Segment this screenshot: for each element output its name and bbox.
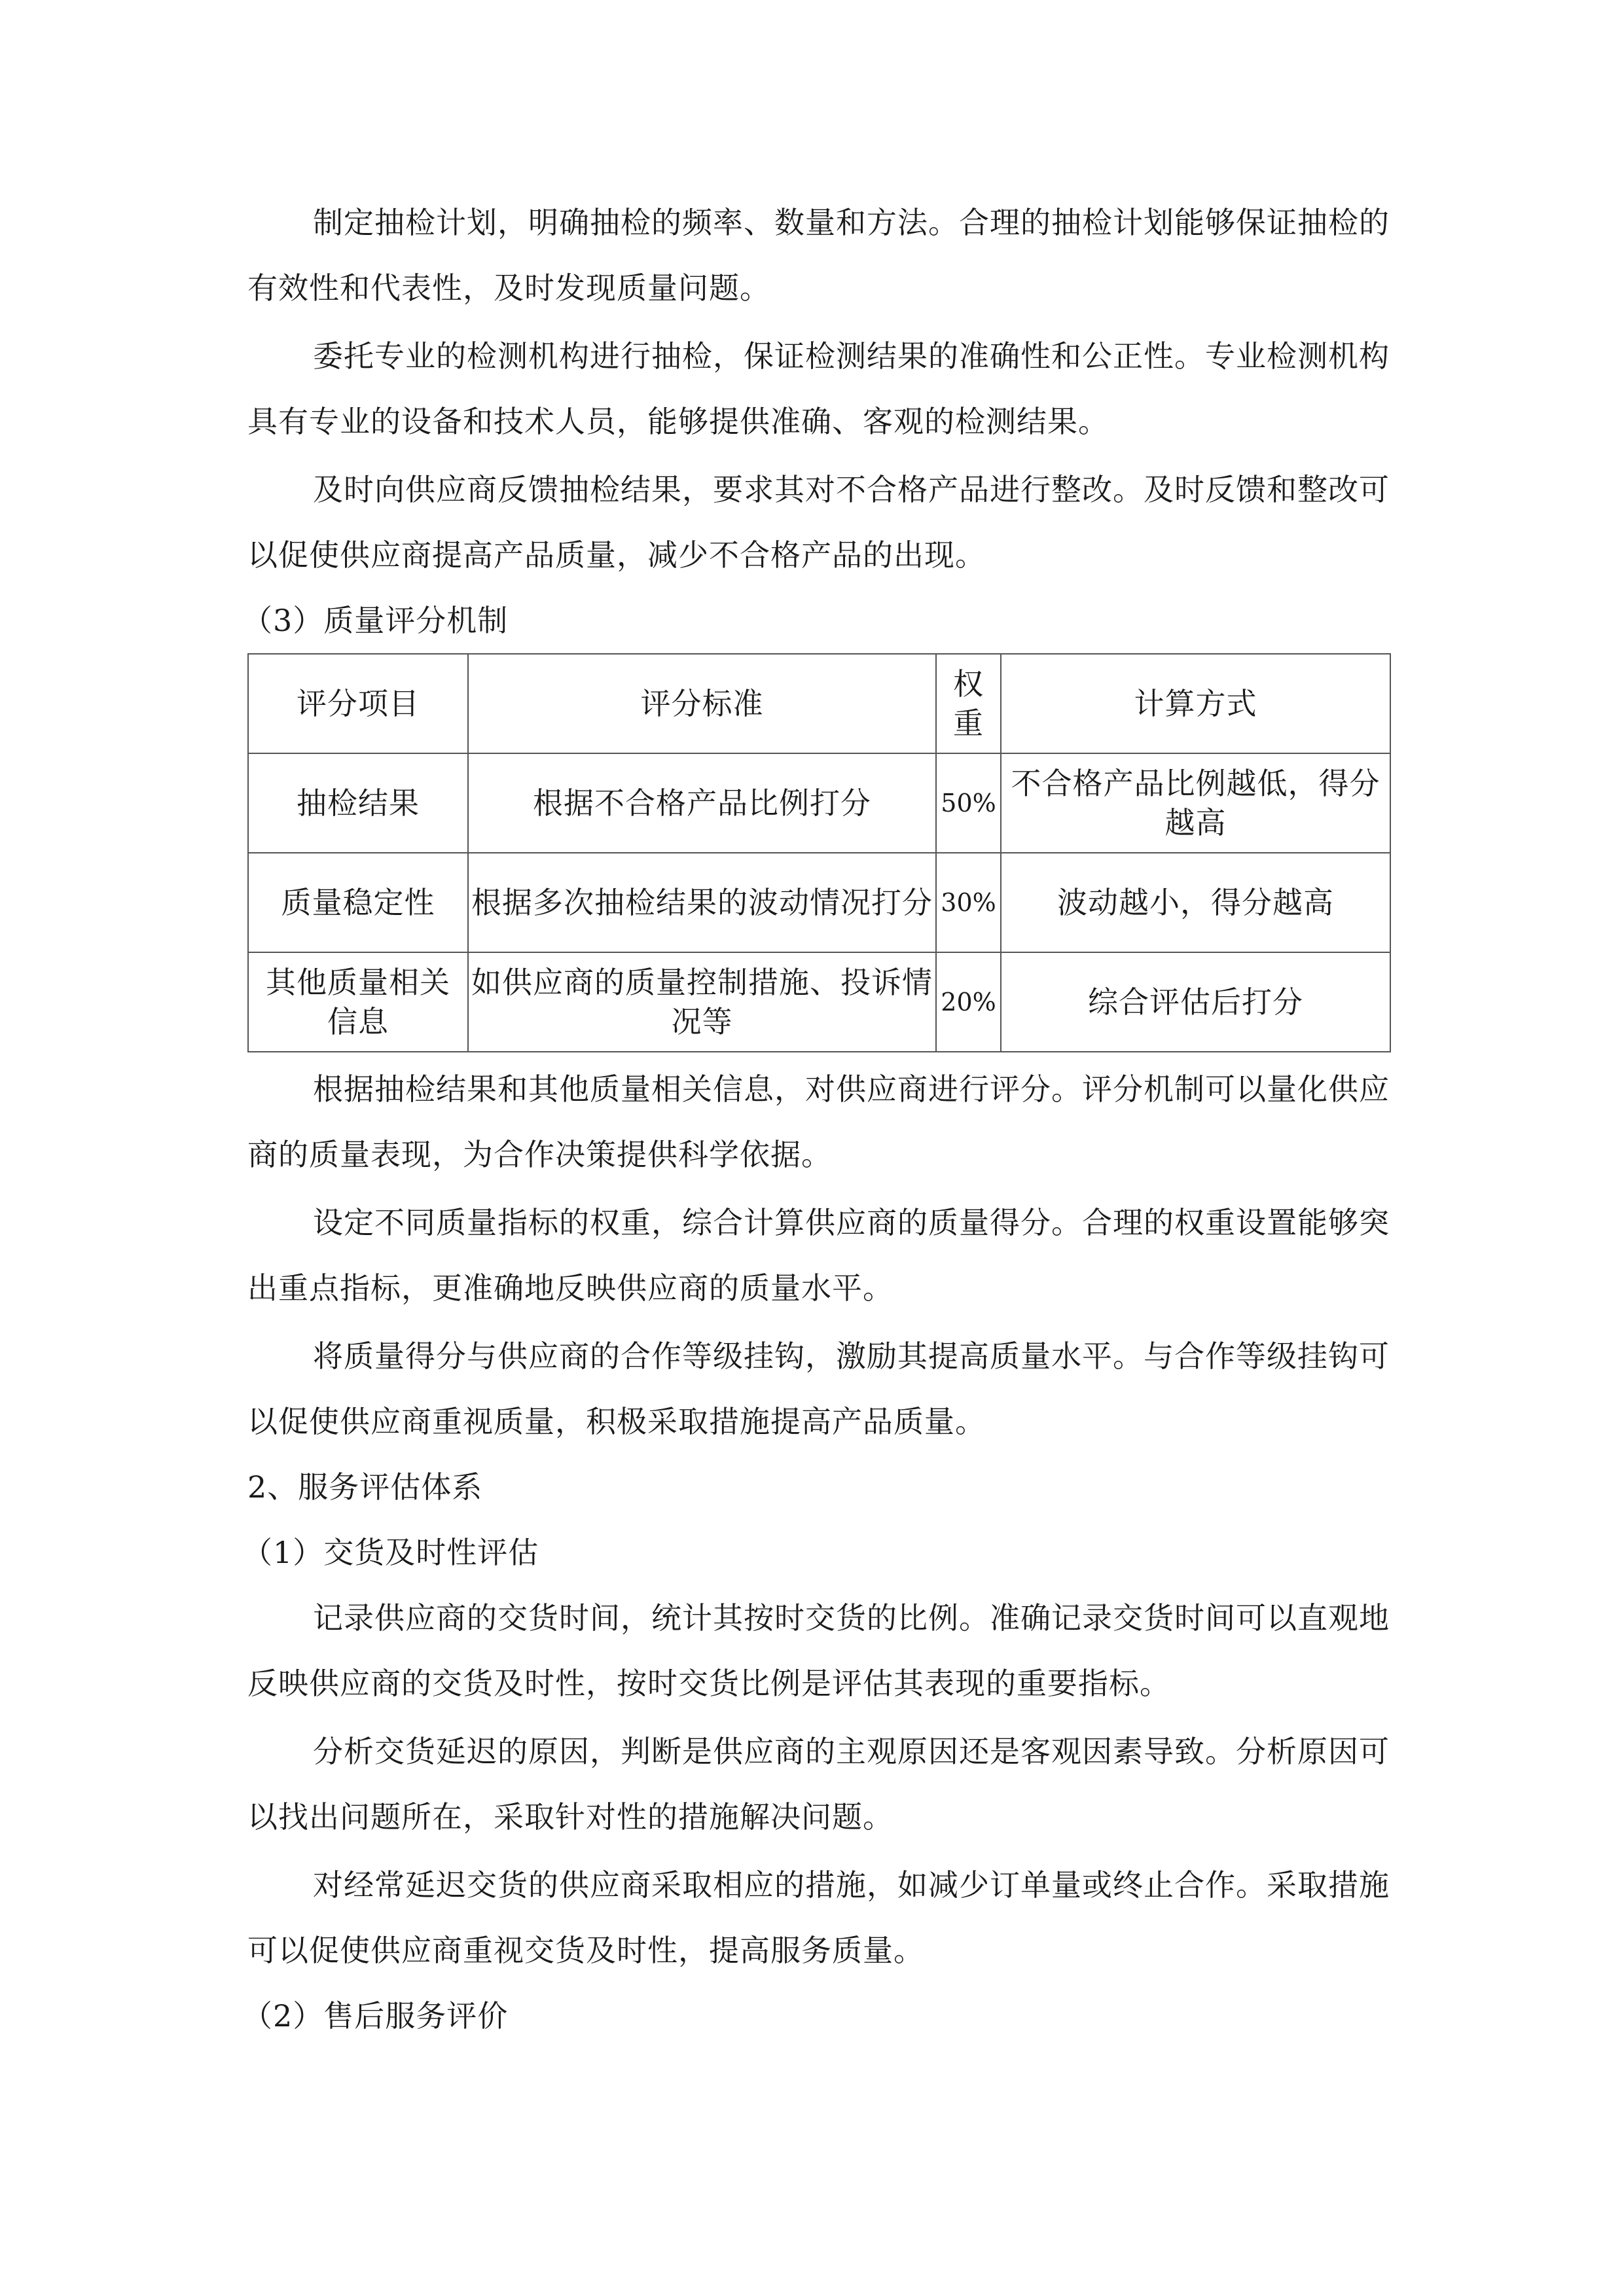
- paragraph-third-party-testing: 委托专业的检测机构进行抽检，保证检测结果的准确性和公正性。专业检测机构具有专业的设备和技术人员，能够提供准确、客观的检测结果。: [247, 338, 1390, 439]
- table-cell-item: 质量稳定性: [248, 853, 468, 952]
- header-cell-item: 评分项目: [248, 654, 468, 753]
- header-cell-method: 计算方式: [1001, 654, 1390, 753]
- paragraph-weights: 设定不同质量指标的权重，综合计算供应商的质量得分。合理的权重设置能够突出重点指标，更准确地反映供应商的质量水平。: [247, 1205, 1390, 1306]
- table-row: [248, 952, 1390, 1052]
- table-cell-weight: 20%: [936, 952, 1001, 1052]
- heading-quality-score: （3）质量评分机制: [242, 603, 509, 638]
- table-cell-method: 综合评估后打分: [1001, 952, 1390, 1052]
- table-cell-item: 抽检结果: [248, 753, 468, 853]
- table-header-row: [248, 654, 1390, 753]
- table-cell-standard: 根据不合格产品比例打分: [468, 753, 936, 853]
- table-cell-method: 波动越小，得分越高: [1001, 853, 1390, 952]
- table-row: [248, 753, 1390, 853]
- heading-service-evaluation: 2、服务评估体系: [247, 1469, 483, 1505]
- paragraph-delay-measures: 对经常延迟交货的供应商采取相应的措施，如减少订单量或终止合作。采取措施可以促使供应商重视交货及时性，提高服务质量。: [247, 1867, 1390, 1968]
- header-cell-standard: 评分标准: [468, 654, 936, 753]
- header-cell-weight: 权重: [936, 654, 1001, 753]
- heading-delivery-timeliness: （1）交货及时性评估: [242, 1535, 539, 1570]
- table-row: [248, 853, 1390, 952]
- table-cell-item: 其他质量相关信息: [248, 952, 468, 1052]
- document-page: [242, 190, 1390, 2049]
- paragraph-sampling-plan: 制定抽检计划，明确抽检的频率、数量和方法。合理的抽检计划能够保证抽检的有效性和代表性，及时发现质量问题。: [247, 205, 1390, 306]
- paragraph-delay-analysis: 分析交货延迟的原因，判断是供应商的主观原因还是客观因素导致。分析原因可以找出问题所在，采取针对性的措施解决问题。: [247, 1734, 1390, 1835]
- table-cell-weight: 50%: [936, 753, 1001, 853]
- heading-after-sales: （2）售后服务评价: [242, 1998, 509, 2034]
- table-cell-method: 不合格产品比例越低，得分越高: [1001, 753, 1390, 853]
- quality-score-table: [247, 653, 1391, 1052]
- table-cell-standard: 如供应商的质量控制措施、投诉情况等: [468, 952, 936, 1052]
- paragraph-cooperation-level: 将质量得分与供应商的合作等级挂钩，激励其提高质量水平。与合作等级挂钩可以促使供应商重视质量，积极采取措施提高产品质量。: [247, 1338, 1390, 1439]
- table-cell-standard: 根据多次抽检结果的波动情况打分: [468, 853, 936, 952]
- paragraph-delivery-record: 记录供应商的交货时间，统计其按时交货的比例。准确记录交货时间可以直观地反映供应商的交货及时性，按时交货比例是评估其表现的重要指标。: [247, 1600, 1390, 1701]
- paragraph-scoring: 根据抽检结果和其他质量相关信息，对供应商进行评分。评分机制可以量化供应商的质量表现，为合作决策提供科学依据。: [247, 1071, 1390, 1172]
- paragraph-feedback: 及时向供应商反馈抽检结果，要求其对不合格产品进行整改。及时反馈和整改可以促使供应商提高产品质量，减少不合格产品的出现。: [247, 472, 1390, 573]
- table-cell-weight: 30%: [936, 853, 1001, 952]
